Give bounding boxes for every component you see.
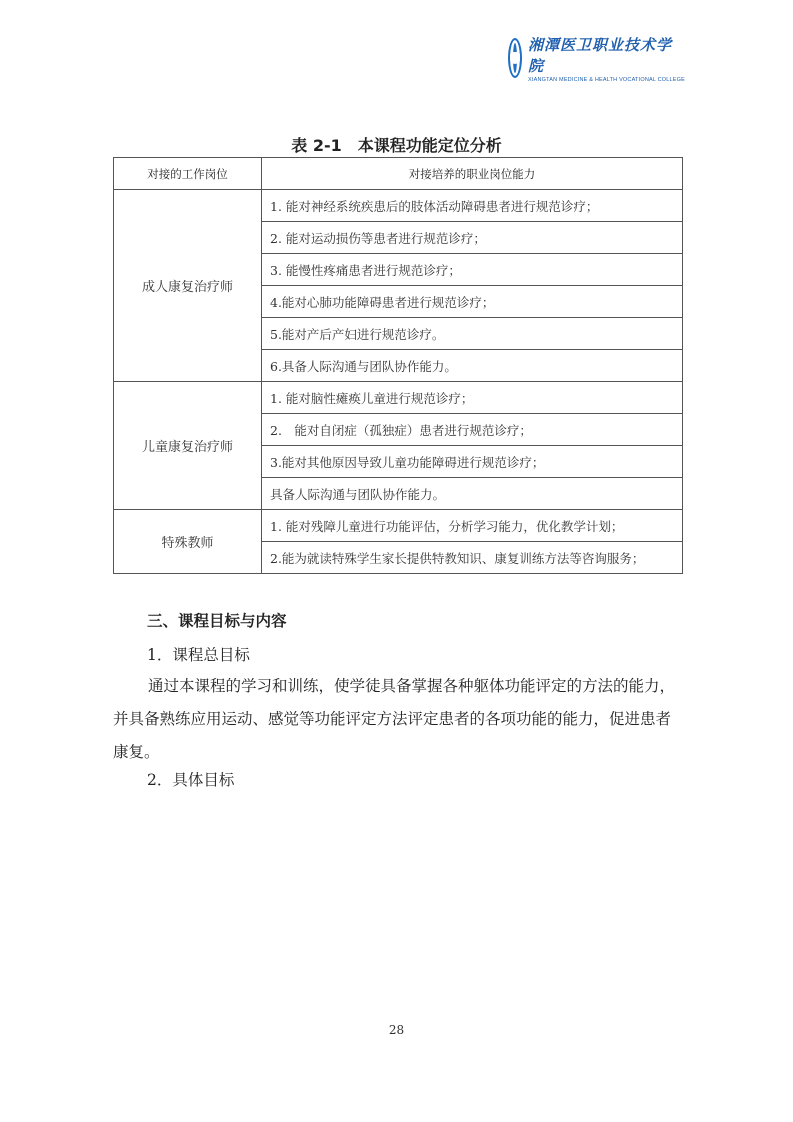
section-heading: 三、课程目标与内容 [147, 612, 287, 630]
header-job-position: 对接的工作岗位 [114, 158, 262, 190]
subheading-overall-goal: 1．课程总目标 [147, 646, 250, 664]
role-child-therapist: 儿童康复治疗师 [114, 382, 262, 510]
role-special-teacher: 特殊教师 [114, 510, 262, 574]
ability-cell: 6.具备人际沟通与团队协作能力。 [262, 350, 683, 382]
ability-cell: 2.能为就读特殊学生家长提供特教知识、康复训练方法等咨询服务； [262, 542, 683, 574]
ability-cell: 4.能对心肺功能障碍患者进行规范诊疗； [262, 286, 683, 318]
table-title: 表 2-1 本课程功能定位分析 [291, 136, 502, 155]
college-seal-icon [508, 38, 522, 78]
ability-cell: 3. 能慢性疼痛患者进行规范诊疗； [262, 254, 683, 286]
table-row [114, 510, 683, 542]
function-positioning-table [113, 157, 683, 574]
college-logo [508, 35, 686, 83]
role-adult-therapist: 成人康复治疗师 [114, 190, 262, 382]
ability-cell: 3.能对其他原因导致儿童功能障碍进行规范诊疗； [262, 446, 683, 478]
table-header-row [114, 158, 683, 190]
ability-cell: 5.能对产后产妇进行规范诊疗。 [262, 318, 683, 350]
body-paragraph: 通过本课程的学习和训练，使学徒具备掌握各种躯体功能评定的方法的能力，并具备熟练应用运动、感觉等功能评定方法评定患者的各项功能的能力，促进患者康复。 [113, 677, 676, 761]
ability-cell: 1. 能对脑性瘫痪儿童进行规范诊疗； [262, 382, 683, 414]
table-row [114, 382, 683, 414]
ability-cell: 1. 能对残障儿童进行功能评估，分析学习能力，优化教学计划； [262, 510, 683, 542]
page-number: 28 [388, 1023, 405, 1037]
ability-cell: 2. 能对运动损伤等患者进行规范诊疗； [262, 222, 683, 254]
subheading-specific-goals: 2．具体目标 [147, 771, 235, 789]
table-row [114, 190, 683, 222]
header-abilities: 对接培养的职业岗位能力 [262, 158, 683, 190]
ability-cell: 1. 能对神经系统疾患后的肢体活动障碍患者进行规范诊疗； [262, 190, 683, 222]
logo-english-name: XIANGTAN MEDICINE & HEALTH VOCATIONAL COLLEGE [528, 76, 686, 83]
ability-cell: 2. 能对自闭症（孤独症）患者进行规范诊疗； [262, 414, 683, 446]
ability-cell: 具备人际沟通与团队协作能力。 [262, 478, 683, 510]
logo-chinese-name: 湘潭医卫职业技术学院 [528, 35, 673, 75]
